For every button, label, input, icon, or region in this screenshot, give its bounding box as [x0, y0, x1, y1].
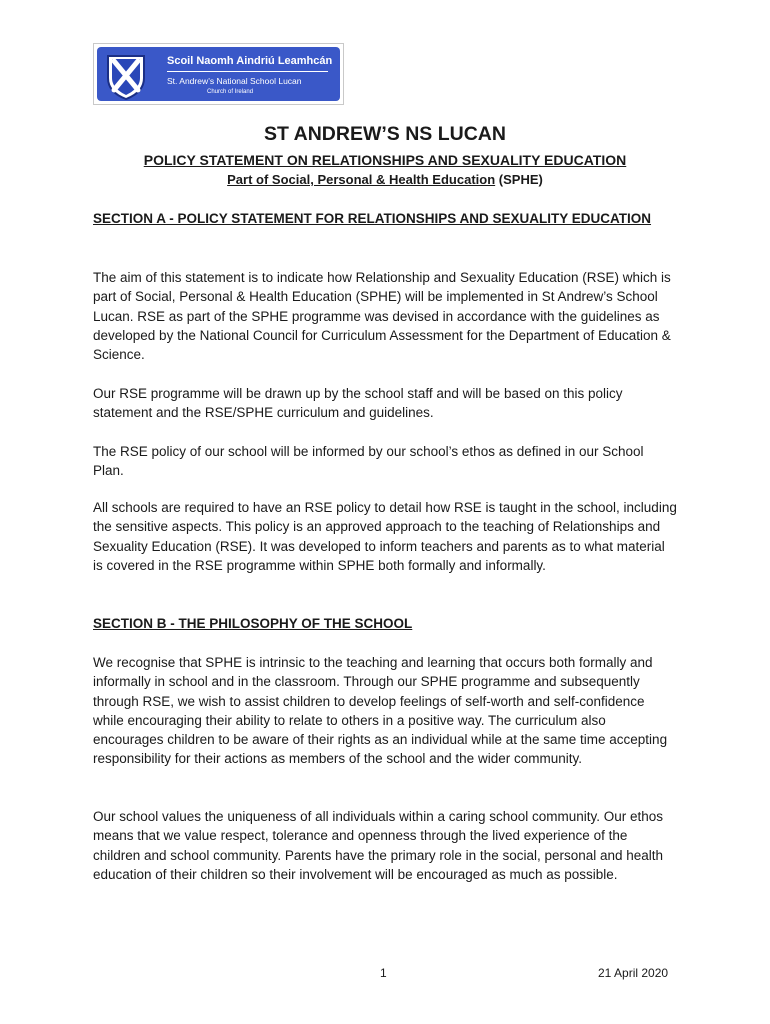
logo-english-name: St. Andrew’s National School Lucan	[167, 76, 302, 86]
section-a-paragraph: All schools are required to have an RSE policy to detail how RSE is taught in the school, including the sensitive aspects. This policy is an approved approach to the teaching of Relationships and Sexuality Education (RSE). It was developed to inform teachers and parents as to what material is covered in the RSE programme within SPHE both formally and informally.	[93, 500, 677, 573]
document-title: ST ANDREW’S NS LUCAN	[264, 123, 506, 145]
crest-icon	[106, 54, 146, 100]
section-b-paragraph: Our school values the uniqueness of all individuals within a caring school community. Our ethos means that we value respect, tolerance and openness through the lived experience of the children and school community. Parents have the primary role in the social, personal and health education of their children so their involvement will be encouraged as much as possible.	[93, 809, 664, 882]
section-a-paragraph: Our RSE programme will be drawn up by the school staff and will be based on this policy statement and the RSE/SPHE curriculum and guidelines.	[93, 386, 623, 421]
subtitle-part: Part of Social, Personal & Health Education	[227, 172, 496, 187]
logo-church: Church of Ireland	[207, 89, 254, 95]
section-a-paragraph: The RSE policy of our school will be informed by our school’s ethos as defined in our School Plan.	[93, 444, 644, 479]
document-subtitle-secondary	[0, 172, 770, 187]
page-number: 1	[380, 966, 387, 980]
section-b-heading: SECTION B - THE PHILOSOPHY OF THE SCHOOL	[93, 616, 413, 631]
subtitle-suffix: (SPHE)	[498, 172, 543, 187]
footer-date: 21 April 2020	[598, 966, 669, 980]
document-subtitle: POLICY STATEMENT ON RELATIONSHIPS AND SEXUALITY EDUCATION	[143, 152, 627, 168]
section-a-paragraph: The aim of this statement is to indicate how Relationship and Sexuality Education (RSE) which is part of Social, Personal & Health Education (SPHE) will be implemented in St Andrew’s School Lucan. RSE as part of the SPHE programme was devised in accordance with the guidelines as developed by the National Council for Curriculum Assessment for the Department of Education & Science.	[93, 270, 671, 363]
logo-irish-name: Scoil Naomh Aindriú Leamhcán	[167, 55, 333, 67]
section-b-paragraph: We recognise that SPHE is intrinsic to the teaching and learning that occurs both formally and informally in school and in the classroom. Through our SPHE programme and subsequently through RSE, we wish to assist children to develop feelings of self-worth and self-confidence while encouraging their ability to relate to others in a positive way. The curriculum also encourages children to be aware of their rights as an individual while at the same time accepting responsibility for their actions as members of the school and the wider community.	[93, 655, 668, 767]
logo-divider	[167, 71, 328, 72]
section-a-heading: SECTION A - POLICY STATEMENT FOR RELATIONSHIPS AND SEXUALITY EDUCATION	[93, 211, 652, 226]
logo-banner	[97, 47, 340, 101]
school-logo	[93, 43, 344, 105]
